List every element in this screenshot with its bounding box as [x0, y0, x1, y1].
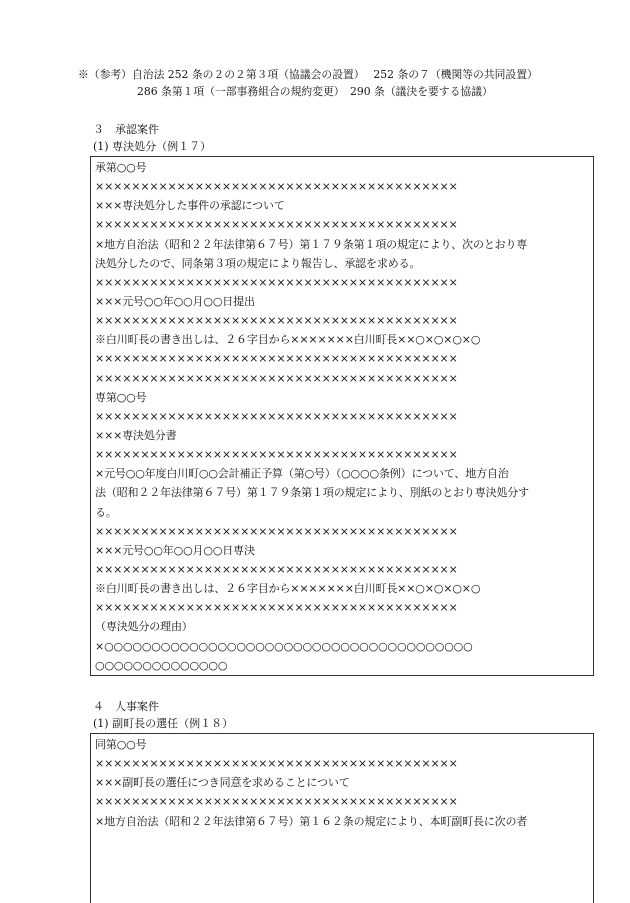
document-line: 決処分したので、同条第３項の規定により報告し、承認を求める。 — [95, 256, 421, 270]
document-line: ×××元号○○年○○月○○日専決 — [95, 543, 255, 557]
document-line: ○○○○○○○○○○○○○○ — [95, 658, 228, 672]
document-line: ×××専決処分書 — [95, 428, 177, 442]
document-line: ×地方自治法（昭和２２年法律第６７号）第１７９条第１項の規定により、次のとおり専 — [95, 237, 528, 251]
document-line: ×××××××××××××××××××××××××××××××××××××××× — [95, 371, 458, 385]
document-line: ※白川町長の書き出しは、２６字目から×××××××白川町長××○×○×○×○ — [95, 582, 481, 596]
document-line: ※白川町長の書き出しは、２６字目から×××××××白川町長××○×○×○×○ — [95, 333, 481, 347]
document-line: ×××××××××××××××××××××××××××××××××××××××× — [95, 314, 458, 328]
document-line: ×××××××××××××××××××××××××××××××××××××××× — [95, 601, 458, 615]
document-line: ×××副町長の選任につき同意を求めることについて — [95, 776, 350, 790]
document-line: ×××××××××××××××××××××××××××××××××××××××× — [95, 180, 458, 194]
reference-note — [78, 66, 598, 100]
document-line: 法（昭和２２年法律第６７号）第１７９条第１項の規定により、別紙のとおり専決処分す — [95, 486, 529, 500]
document-line: ×○○○○○○○○○○○○○○○○○○○○○○○○○○○○○○○○○○○○○○○ — [95, 639, 473, 653]
example-box-personnel — [90, 733, 594, 903]
document-line: ×××××××××××××××××××××××××××××××××××××××× — [95, 275, 458, 289]
document-line: ×××××××××××××××××××××××××××××××××××××××× — [95, 795, 458, 809]
document-line: ×××××××××××××××××××××××××××××××××××××××× — [95, 448, 458, 462]
document-line: （専決処分の理由） — [95, 620, 193, 634]
document-line: ×地方自治法（昭和２２年法律第６７号）第１６２条の規定により、本町副町長に次の者 — [95, 814, 528, 828]
document-line: ×××元号○○年○○月○○日提出 — [95, 294, 255, 308]
reference-note-line: 286 条第１項（一部事務組合の規約変更） 290 条（議決を要する協議） — [137, 85, 493, 98]
document-line: 承第○○号 — [95, 161, 147, 174]
reference-note-line: ※（参考）自治法 252 条の２の２第３項（協議会の設置） 252 条の７（機関等の共同設置） — [78, 68, 538, 81]
document-line: ×××××××××××××××××××××××××××××××××××××××× — [95, 562, 458, 576]
subsection-heading: (1) 専決処分（例１７） — [93, 140, 212, 153]
document-line: ×元号○○年度白川町○○会計補正予算（第○号）（○○○○条例）について、地方自治 — [95, 467, 509, 481]
document-line: ×××××××××××××××××××××××××××××××××××××××× — [95, 409, 458, 423]
document-line: 専第○○号 — [95, 390, 147, 404]
document-line: ×××専決処分した事件の承認について — [95, 199, 285, 213]
document-line: ×××××××××××××××××××××××××××××××××××××××× — [95, 352, 458, 366]
document-line: 同第○○号 — [95, 738, 147, 751]
document-line: ×××××××××××××××××××××××××××××××××××××××× — [95, 218, 458, 232]
section-heading: ４ 人事案件 — [93, 700, 159, 713]
document-line: ×××××××××××××××××××××××××××××××××××××××× — [95, 524, 458, 538]
document-line: ×××××××××××××××××××××××××××××××××××××××× — [95, 757, 458, 771]
subsection-heading: (1) 副町長の選任（例１８） — [93, 717, 234, 730]
example-box-approval — [90, 156, 594, 676]
section-heading: ３ 承認案件 — [93, 123, 159, 136]
document-line: る。 — [95, 505, 117, 519]
